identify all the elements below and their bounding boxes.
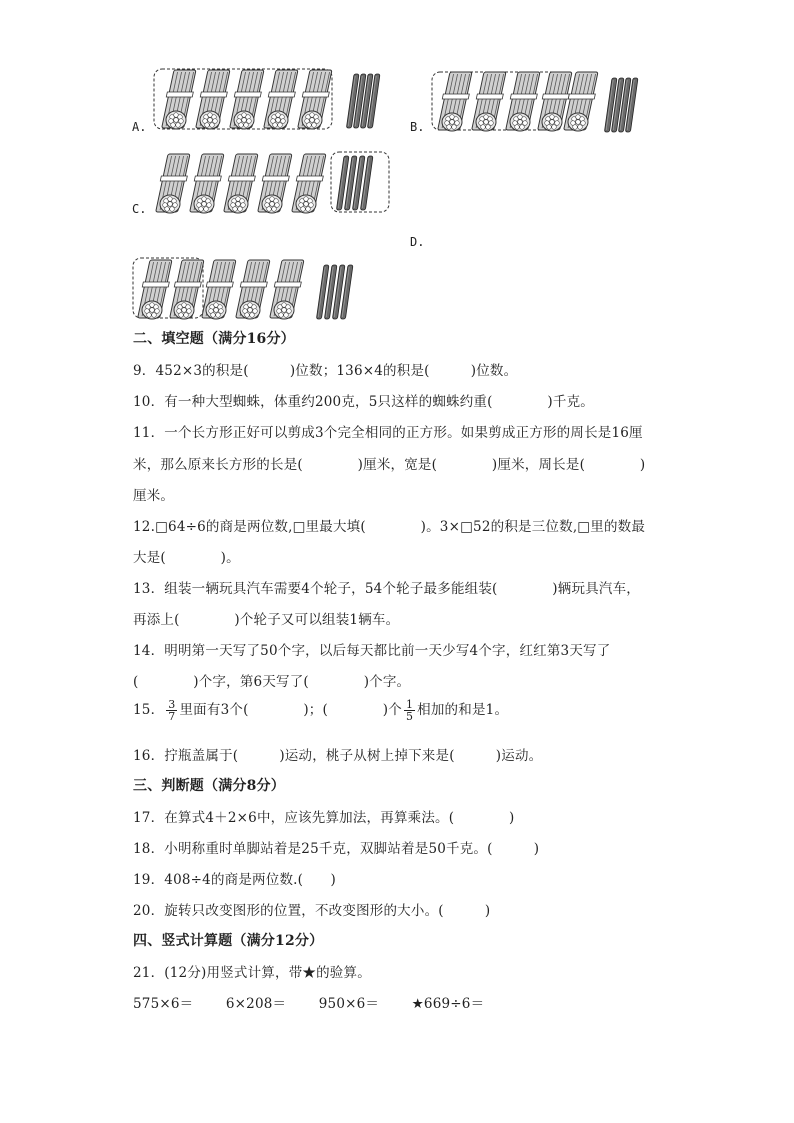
bundle-icon	[136, 260, 174, 319]
bundle-icon	[256, 154, 294, 213]
bundle-icon	[470, 72, 508, 131]
question-16: 16．拧瓶盖属于( )运动，桃子从树上掉下来是( )运动。	[133, 748, 543, 764]
calculation-row	[133, 992, 512, 1012]
bundle-icon	[268, 260, 306, 319]
bundle-icon	[290, 154, 328, 213]
option-c[interactable]	[132, 150, 402, 218]
option-b[interactable]	[410, 68, 670, 134]
option-a-label: A.	[132, 120, 147, 134]
question-13-line-1: 13．组装一辆玩具汽车需要4个轮子，54个轮子最多能组装( )辆玩具汽车，	[133, 581, 640, 597]
section-3-heading: 三、判断题（满分8分）	[133, 778, 285, 794]
option-a-figure	[132, 68, 402, 134]
option-d[interactable]	[132, 257, 392, 323]
bundle-icon	[188, 154, 226, 213]
question-11-line-1: 11．一个长方形正好可以剪成3个完全相同的正方形。如果剪成正方形的周长是16厘	[133, 425, 643, 441]
bundle-icon	[154, 154, 192, 213]
bundle-icon	[436, 72, 474, 131]
option-a[interactable]	[132, 68, 402, 134]
question-15	[133, 698, 508, 722]
bundle-icon	[200, 260, 238, 319]
option-b-label: B.	[410, 120, 425, 134]
fraction-1-5	[404, 699, 415, 722]
option-d-figure	[132, 257, 392, 323]
option-d-label[interactable]: D.	[410, 235, 425, 249]
option-c-label: C.	[132, 202, 147, 216]
bundle-icon	[222, 154, 260, 213]
bundle-icon	[228, 70, 266, 129]
fraction-denominator: 5	[405, 710, 414, 723]
question-14-line-1: 14．明明第一天写了50个字，以后每天都比前一天少写4个字，红红第3天写了	[133, 643, 611, 659]
question-14-line-2: ( )个字，第6天写了( )个字。	[133, 674, 411, 690]
fraction-numerator: 1	[405, 698, 414, 711]
question-19: 19．408÷4的商是两位数.( )	[133, 872, 336, 888]
bundle-icon	[262, 70, 300, 129]
calc-item: 950×6＝	[318, 996, 380, 1012]
question-20: 20．旋转只改变图形的位置，不改变图形的大小。( )	[133, 903, 491, 919]
question-9: 9．452×3的积是( )位数；136×4的积是( )位数。	[133, 363, 518, 379]
question-15-middle: 里面有3个( )；( )个	[179, 702, 402, 718]
option-c-figure	[132, 150, 402, 218]
question-18: 18．小明称重时单脚站着是25千克，双脚站着是50千克。( )	[133, 841, 540, 857]
calc-item: 575×6＝	[133, 996, 194, 1012]
section-4-heading: 四、竖式计算题（满分12分）	[133, 933, 324, 949]
question-17: 17．在算式4＋2×6中，应该先算加法，再算乘法。( )	[133, 810, 515, 826]
calc-item: 6×208＝	[225, 996, 287, 1012]
question-11-line-2: 米，那么原来长方形的长是( )厘米，宽是( )厘米，周长是( )	[133, 457, 646, 473]
fraction-denominator: 7	[168, 710, 176, 723]
bundle-icon	[504, 72, 542, 131]
bundle-icon	[194, 70, 232, 129]
calc-item: ★669÷6＝	[411, 996, 485, 1012]
option-b-figure	[410, 68, 670, 134]
fraction-numerator: 3	[168, 698, 176, 711]
section-2-heading: 二、填空题（满分16分）	[133, 331, 295, 347]
question-13-line-2: 再添上( )个轮子又可以组装1辆车。	[133, 612, 400, 628]
bundle-icon	[168, 260, 206, 319]
question-10: 10．有一种大型蜘蛛，体重约200克，5只这样的蜘蛛约重( )千克。	[133, 394, 594, 410]
question-12-line-1: 12.□64÷6的商是两位数,□里最大填( )。3×□52的积是三位数,□里的数最	[133, 519, 646, 535]
bundle-icon	[296, 70, 334, 129]
question-12-line-2: 大是( )。	[133, 550, 240, 566]
bundle-icon	[234, 260, 272, 319]
question-15-suffix: 相加的和是1。	[417, 702, 509, 718]
bundle-icon	[160, 70, 198, 129]
question-21: 21．(12分)用竖式计算，带★的验算。	[133, 965, 371, 981]
fraction-3-7	[166, 699, 177, 722]
question-15-prefix: 15．	[133, 702, 165, 718]
question-11-line-3: 厘米。	[133, 488, 175, 504]
